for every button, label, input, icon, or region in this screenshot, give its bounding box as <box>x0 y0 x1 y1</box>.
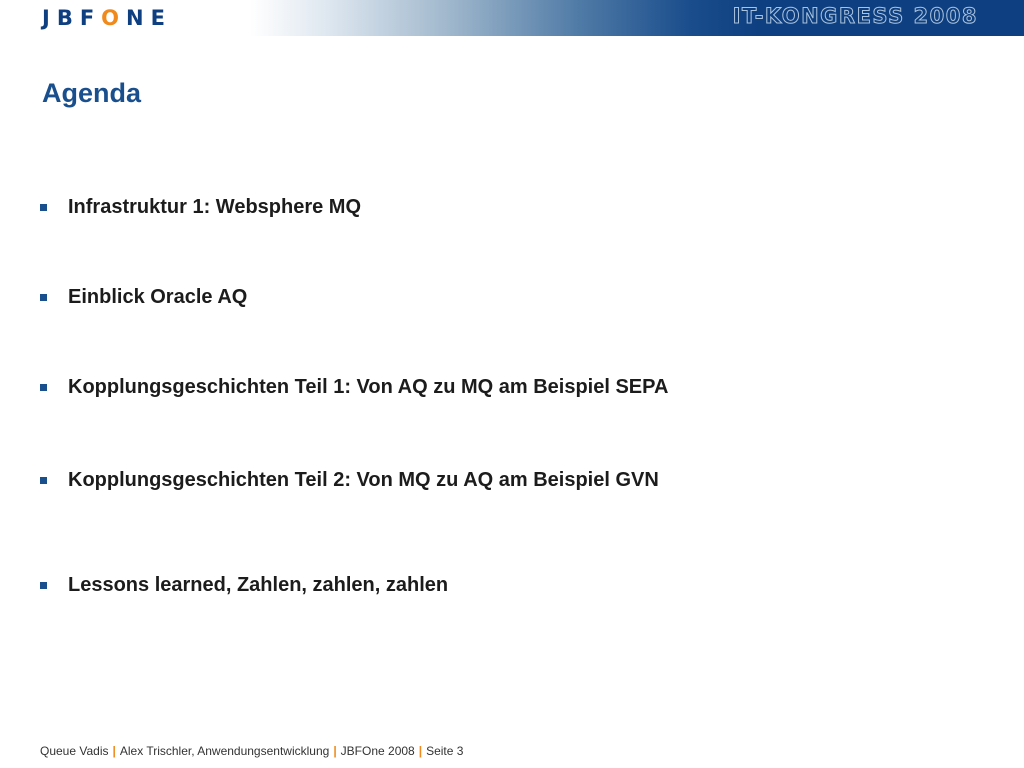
logo-text-end: NE <box>126 6 172 30</box>
agenda-item-label: Einblick Oracle AQ <box>68 286 248 308</box>
logo-o-mark: O <box>101 6 127 30</box>
page-title: Agenda <box>42 78 142 108</box>
agenda-item <box>40 286 247 309</box>
event-title: IT-KONGRESS 2008 <box>732 4 978 28</box>
square-bullet-icon <box>40 582 47 589</box>
square-bullet-icon <box>40 477 47 484</box>
agenda-item-label: Lessons learned, Zahlen, zahlen, zahlen <box>68 574 449 596</box>
agenda-item <box>40 196 361 219</box>
footer-page-number: Seite 3 <box>426 744 464 758</box>
square-bullet-icon <box>40 204 47 211</box>
agenda-item <box>40 376 668 399</box>
footer-event: JBFOne 2008 <box>340 744 415 758</box>
slide-footer <box>40 744 463 758</box>
footer-author: Alex Trischler, Anwendungsentwicklung <box>119 744 330 758</box>
footer-topic: Queue Vadis <box>40 744 109 758</box>
footer-separator: | <box>418 744 423 758</box>
square-bullet-icon <box>40 294 47 301</box>
agenda-item-label: Kopplungsgeschichten Teil 2: Von MQ zu AQ am Beispiel GVN <box>68 469 659 491</box>
square-bullet-icon <box>40 384 47 391</box>
agenda-item <box>40 574 448 597</box>
agenda-item-label: Kopplungsgeschichten Teil 1: Von AQ zu MQ am Beispiel SEPA <box>68 376 669 398</box>
footer-separator: | <box>112 744 116 758</box>
footer-separator: | <box>333 744 337 758</box>
jbfone-logo <box>42 5 172 31</box>
agenda-item-label: Infrastruktur 1: Websphere MQ <box>68 196 362 218</box>
header-band <box>0 0 1024 36</box>
agenda-item <box>40 469 659 492</box>
logo-text-start: JBF <box>42 6 102 30</box>
